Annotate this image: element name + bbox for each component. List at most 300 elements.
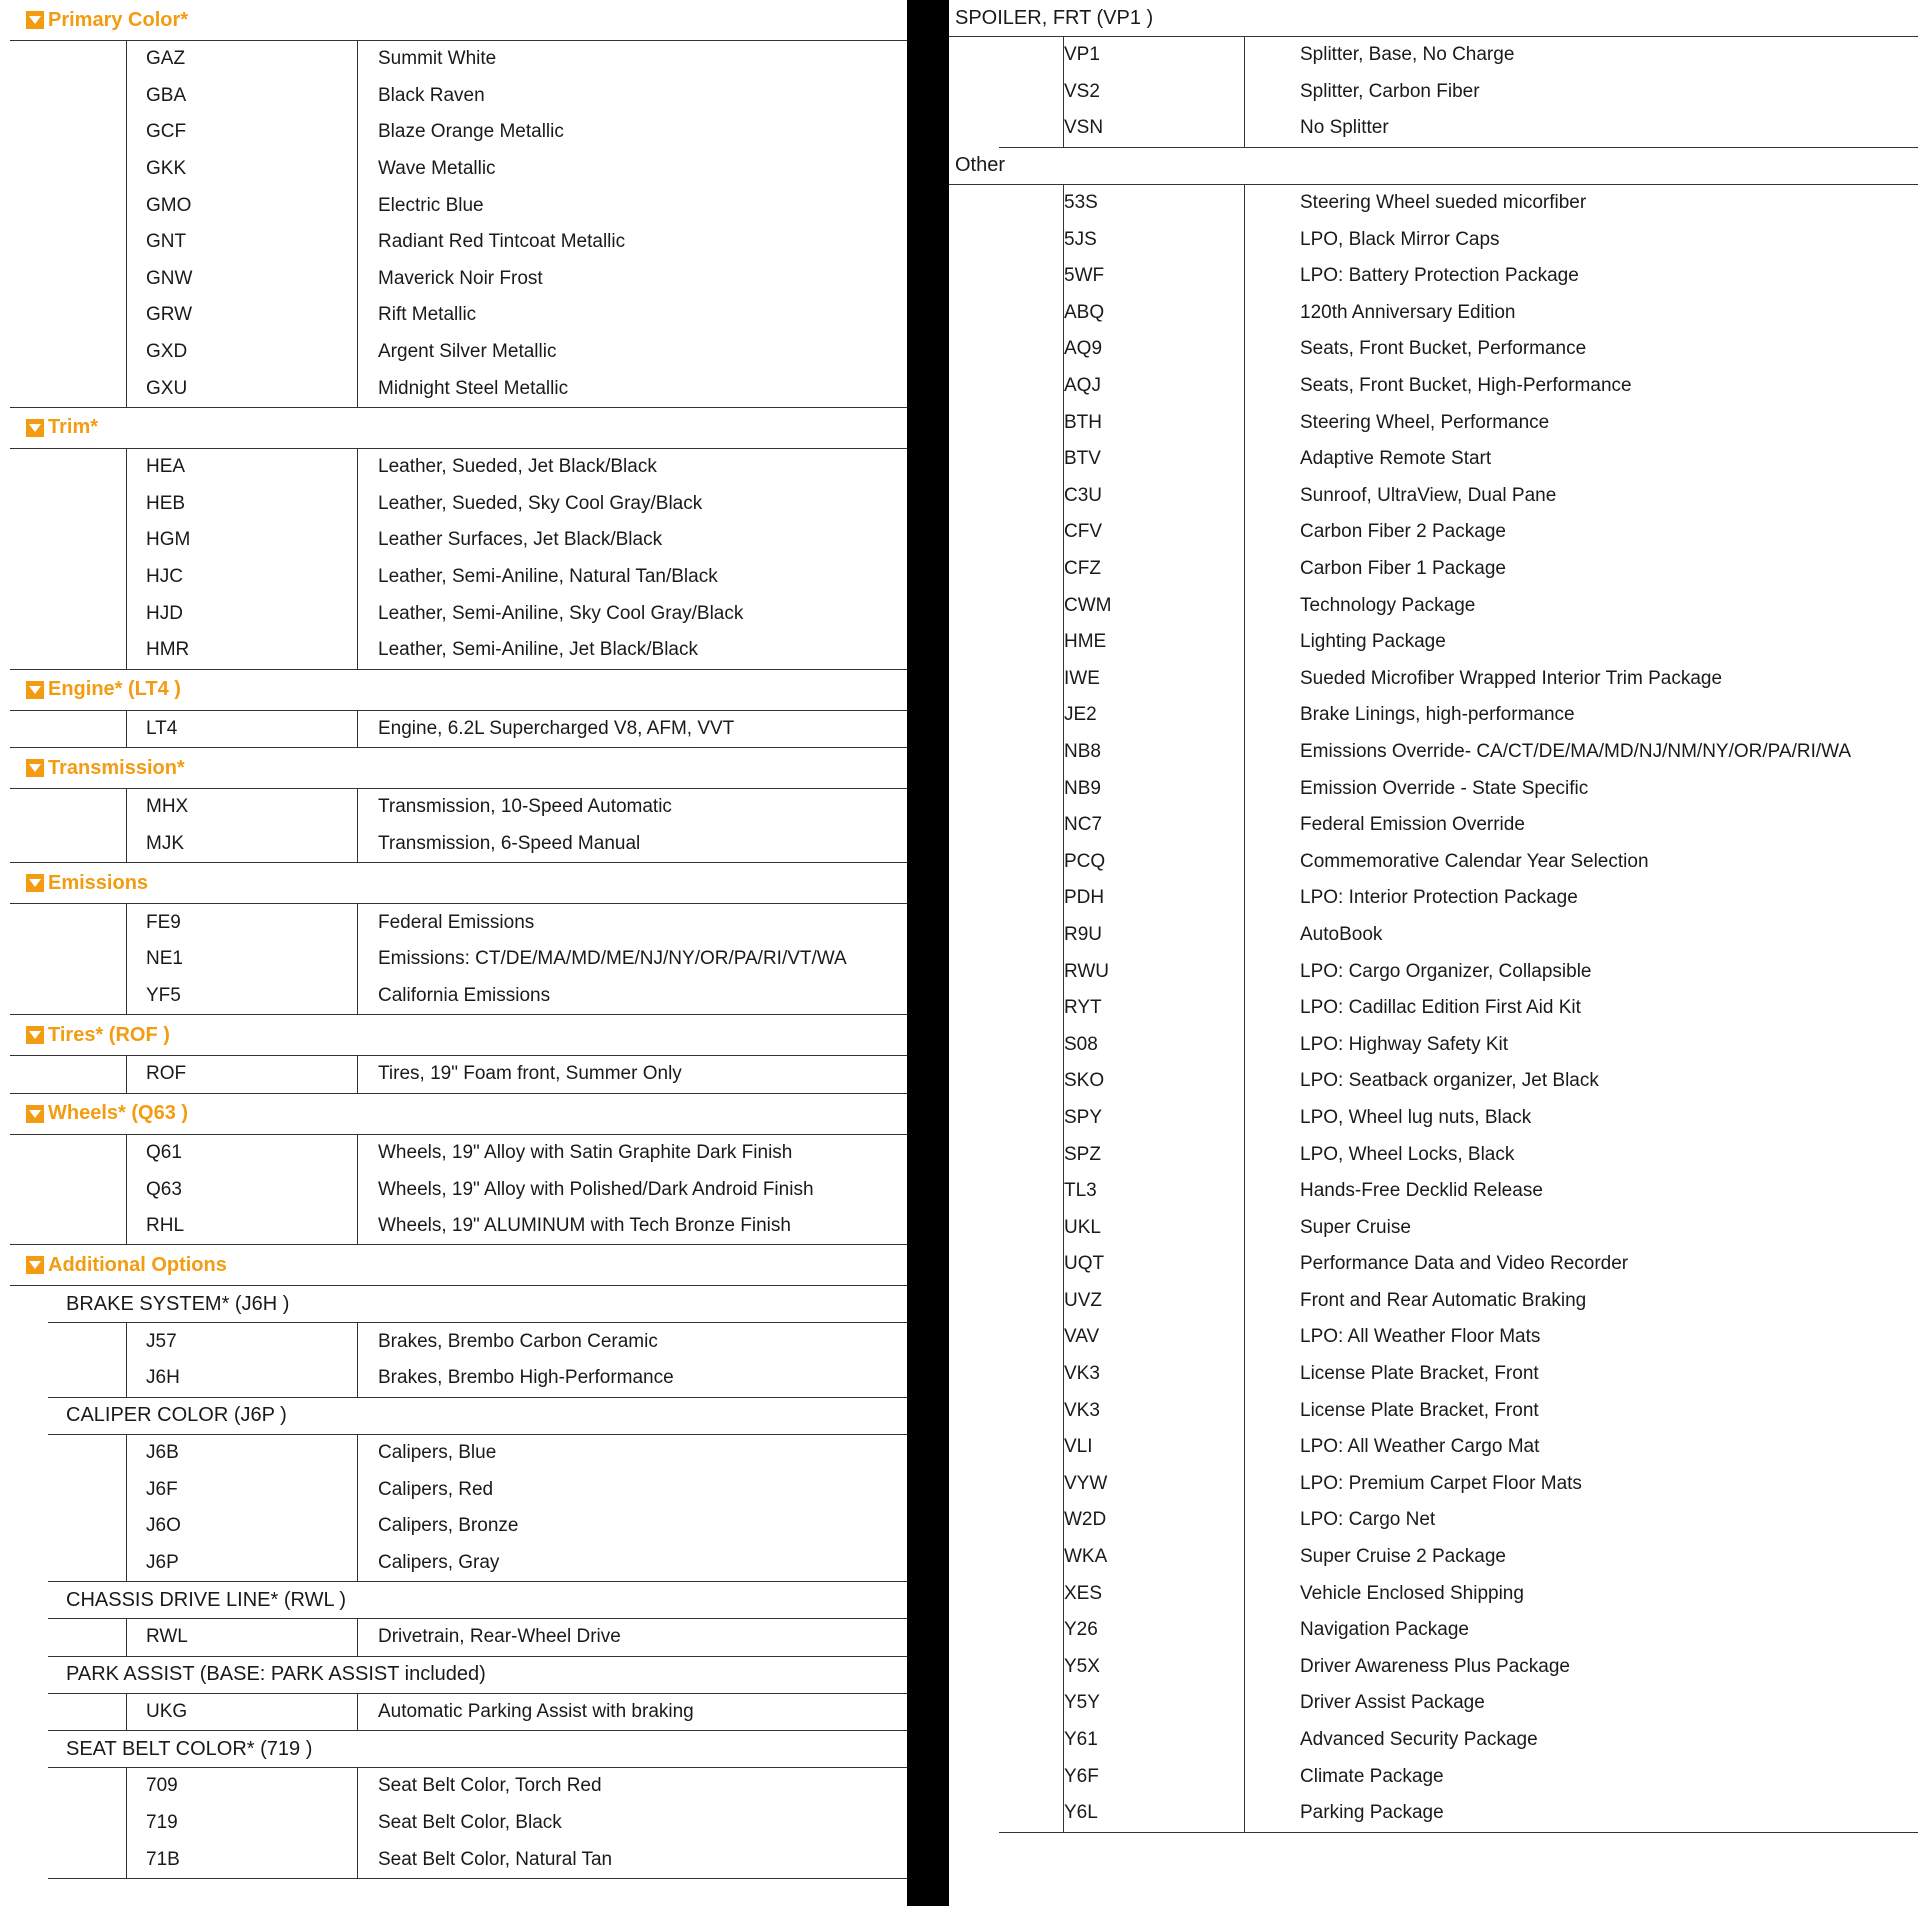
option-code: VYW [1064,1472,1108,1494]
option-code: GNT [146,231,187,253]
option-table [999,37,1918,148]
table-divider [1244,37,1245,147]
table-divider [126,1694,127,1731]
option-code: MHX [146,796,189,818]
option-description: Seat Belt Color, Natural Tan [378,1848,613,1870]
table-divider [357,711,358,748]
option-code: 5JS [1064,228,1097,250]
option-table [48,1768,907,1879]
option-description: LPO: Highway Safety Kit [1300,1033,1509,1055]
option-code: SPZ [1064,1143,1101,1165]
option-row[interactable] [999,990,1918,1027]
option-table [48,1619,907,1657]
option-code: ABQ [1064,301,1105,323]
option-code: Y6L [1064,1802,1098,1824]
header-title: SPOILER, FRT (VP1 ) [955,6,1154,29]
option-row[interactable] [10,632,907,669]
option-code: AQJ [1064,375,1101,397]
section-header-emissions[interactable] [10,863,907,904]
expand-triangle-icon[interactable] [26,11,44,29]
option-code: JE2 [1064,704,1097,726]
header-title: Primary Color* [48,8,189,31]
option-row[interactable] [10,1135,907,1172]
option-code: Y26 [1064,1619,1098,1641]
table-divider [126,789,127,862]
option-row[interactable] [999,37,1918,74]
option-row[interactable] [999,514,1918,551]
option-description: Calipers, Gray [378,1551,500,1573]
option-row[interactable] [48,1435,907,1472]
option-description: Climate Package [1300,1765,1444,1787]
option-description: LPO: Battery Protection Package [1300,265,1579,287]
option-row[interactable] [10,941,907,978]
table-divider [126,1135,127,1245]
table-divider [126,1323,127,1396]
option-description: Wheels, 19" ALUMINUM with Tech Bronze Finish [378,1215,791,1237]
option-code: GXD [146,341,188,363]
table-divider [357,1619,358,1656]
option-code: J6B [146,1441,179,1463]
expand-triangle-icon[interactable] [26,681,44,699]
option-code: UKG [146,1700,188,1722]
option-code: GNW [146,267,193,289]
option-description: Vehicle Enclosed Shipping [1300,1582,1524,1604]
option-row[interactable] [10,826,907,863]
option-description: Commemorative Calendar Year Selection [1300,850,1649,872]
option-row[interactable] [10,449,907,486]
option-row[interactable] [999,221,1918,258]
option-table [48,1435,907,1582]
option-description: Seat Belt Color, Torch Red [378,1775,602,1797]
option-description: Navigation Package [1300,1619,1469,1641]
header-title: Emissions [48,871,149,894]
option-row[interactable] [999,110,1918,147]
option-row[interactable] [999,1356,1918,1393]
option-code: 5WF [1064,265,1105,287]
option-code: GXU [146,377,188,399]
option-code: GMO [146,194,192,216]
option-description: No Splitter [1300,117,1389,139]
option-code: VK3 [1064,1363,1100,1385]
option-code: J6O [146,1515,181,1537]
option-table [10,41,907,408]
option-description: Emission Override - State Specific [1300,777,1589,799]
option-row[interactable] [48,1323,907,1360]
option-description: Midnight Steel Metallic [378,377,569,399]
option-description: LPO: All Weather Floor Mats [1300,1326,1541,1348]
option-row[interactable] [999,1246,1918,1283]
option-row[interactable] [999,1612,1918,1649]
option-row[interactable] [10,114,907,151]
expand-triangle-icon[interactable] [26,1026,44,1044]
option-row[interactable] [10,224,907,261]
option-row[interactable] [999,1795,1918,1832]
option-row[interactable] [999,1209,1918,1246]
table-divider [126,449,127,669]
option-table [10,449,907,670]
option-code: HJC [146,566,183,588]
option-description: LPO: Premium Carpet Floor Mats [1300,1472,1582,1494]
section-header-additional-options[interactable] [10,1245,907,1286]
option-row[interactable] [48,1694,907,1731]
option-description: LPO: All Weather Cargo Mat [1300,1436,1540,1458]
option-description: Sueded Microfiber Wrapped Interior Trim Package [1300,667,1723,689]
option-description: License Plate Bracket, Front [1300,1399,1539,1421]
option-code: VK3 [1064,1399,1100,1421]
option-description: Brake Linings, high-performance [1300,704,1575,726]
option-description: LPO, Wheel Locks, Black [1300,1143,1515,1165]
header-title: BRAKE SYSTEM* (J6H ) [66,1292,290,1315]
table-divider [1244,185,1245,1832]
option-description: Driver Awareness Plus Package [1300,1655,1570,1677]
section-header-trim[interactable] [10,408,907,449]
option-row[interactable] [999,697,1918,734]
section-header-wheels-q63[interactable] [10,1094,907,1135]
option-row[interactable] [999,1758,1918,1795]
option-row[interactable] [48,1360,907,1397]
option-description: Rift Metallic [378,304,477,326]
header-title: Transmission* [48,756,185,779]
option-description: AutoBook [1300,923,1383,945]
option-row[interactable] [999,1466,1918,1503]
option-code: PCQ [1064,850,1106,872]
option-description: Carbon Fiber 2 Package [1300,521,1506,543]
option-row[interactable] [48,1768,907,1805]
option-description: Federal Emission Override [1300,814,1525,836]
option-code: SKO [1064,1070,1105,1092]
expand-triangle-icon[interactable] [26,759,44,777]
option-table [999,185,1918,1833]
option-code: PDH [1064,887,1105,909]
option-description: Emissions Override- CA/CT/DE/MA/MD/NJ/NM/NY/OR/PA/RI/WA [1300,740,1852,762]
option-description: Tires, 19" Foam front, Summer Only [378,1063,682,1085]
subsection-header-chassis-drive-line-rwl [48,1582,907,1619]
table-divider [126,904,127,1014]
option-row[interactable] [10,78,907,115]
option-code: NB8 [1064,740,1101,762]
option-row[interactable] [999,74,1918,111]
option-code: HEB [146,492,186,514]
option-code: Y5X [1064,1655,1100,1677]
option-description: Leather, Semi-Aniline, Sky Cool Gray/Black [378,602,744,624]
option-code: J6P [146,1551,179,1573]
header-title: Trim* [48,416,99,439]
option-code: ROF [146,1063,187,1085]
option-description: Radiant Red Tintcoat Metallic [378,231,626,253]
option-description: Drivetrain, Rear-Wheel Drive [378,1626,621,1648]
option-description: Leather, Semi-Aniline, Jet Black/Black [378,639,698,661]
option-description: 120th Anniversary Edition [1300,301,1516,323]
option-code: NE1 [146,948,183,970]
option-code: SPY [1064,1106,1103,1128]
option-code: 709 [146,1775,178,1797]
option-description: Advanced Security Package [1300,1729,1538,1751]
option-description: Carbon Fiber 1 Package [1300,558,1506,580]
option-code: UQT [1064,1253,1105,1275]
option-table [10,711,907,749]
expand-triangle-icon[interactable] [26,874,44,892]
option-code: FE9 [146,911,181,933]
option-row[interactable] [999,1392,1918,1429]
option-description: Emissions: CT/DE/MA/MD/ME/NJ/NY/OR/PA/RI/VT/WA [378,948,847,970]
option-row[interactable] [999,441,1918,478]
table-divider [357,904,358,1014]
option-code: VLI [1064,1436,1093,1458]
option-row[interactable] [999,185,1918,222]
option-code: VS2 [1064,80,1100,102]
option-row[interactable] [999,1502,1918,1539]
option-row[interactable] [10,486,907,523]
option-description: Blaze Orange Metallic [378,121,564,143]
option-description: LPO: Cadillac Edition First Aid Kit [1300,997,1581,1019]
option-row[interactable] [999,1283,1918,1320]
table-divider [1063,37,1064,147]
option-table [10,904,907,1015]
table-divider [126,1619,127,1656]
option-code: UVZ [1064,1289,1102,1311]
option-code: CFV [1064,521,1102,543]
option-code: Q63 [146,1178,182,1200]
option-description: Brakes, Brembo High-Performance [378,1367,674,1389]
option-row[interactable] [48,1619,907,1656]
option-table [48,1323,907,1397]
header-title: CALIPER COLOR (J6P ) [66,1404,287,1427]
option-row[interactable] [999,1722,1918,1759]
option-description: Calipers, Red [378,1478,494,1500]
option-row[interactable] [48,1544,907,1581]
option-row[interactable] [999,953,1918,990]
option-code: Y5Y [1064,1692,1100,1714]
option-row[interactable] [999,734,1918,771]
option-row[interactable] [999,295,1918,332]
section-header-engine-lt4[interactable] [10,670,907,711]
option-description: Brakes, Brembo Carbon Ceramic [378,1330,658,1352]
option-row[interactable] [999,624,1918,661]
table-divider [357,1323,358,1396]
subsection-header-spoiler-frt-vp1 [949,0,1918,37]
option-code: MJK [146,832,184,854]
section-header-primary-color[interactable] [10,0,907,41]
option-row[interactable] [999,331,1918,368]
section-header-tires-rof[interactable] [10,1015,907,1056]
subsection-header-other [949,148,1918,185]
option-description: Leather, Sueded, Sky Cool Gray/Black [378,492,703,514]
expand-triangle-icon[interactable] [26,419,44,437]
option-row[interactable] [999,258,1918,295]
option-description: Driver Assist Package [1300,1692,1485,1714]
option-row[interactable] [999,1319,1918,1356]
table-divider [126,1435,127,1581]
subsection-header-caliper-color-j6p [48,1398,907,1435]
expand-triangle-icon[interactable] [26,1105,44,1123]
option-description: California Emissions [378,984,551,1006]
option-code: 53S [1064,192,1098,214]
option-description: Calipers, Bronze [378,1515,519,1537]
option-description: Splitter, Carbon Fiber [1300,80,1480,102]
option-description: Engine, 6.2L Supercharged V8, AFM, VVT [378,717,735,739]
option-description: Adaptive Remote Start [1300,448,1492,470]
table-divider [126,1056,127,1093]
option-row[interactable] [10,595,907,632]
table-divider [357,1435,358,1581]
option-code: VP1 [1064,44,1100,66]
option-code: TL3 [1064,1180,1097,1202]
table-divider [126,41,127,407]
option-description: License Plate Bracket, Front [1300,1363,1539,1385]
option-row[interactable] [999,880,1918,917]
option-description: Seats, Front Bucket, High-Performance [1300,375,1632,397]
header-title: SEAT BELT COLOR* (719 ) [66,1737,313,1760]
header-title: PARK ASSIST (BASE: PARK ASSIST included) [66,1663,486,1686]
option-row[interactable] [10,334,907,371]
option-code: J6F [146,1478,178,1500]
option-description: Steering Wheel sueded micorfiber [1300,192,1587,214]
table-divider [357,789,358,862]
option-code: VAV [1064,1326,1100,1348]
option-row[interactable] [999,1429,1918,1466]
option-row[interactable] [10,370,907,407]
option-row[interactable] [10,904,907,941]
table-divider [357,449,358,669]
option-code: R9U [1064,923,1103,945]
option-code: HMR [146,639,190,661]
option-description: Transmission, 10-Speed Automatic [378,796,672,818]
option-code: AQ9 [1064,338,1103,360]
option-row[interactable] [10,1171,907,1208]
table-divider [126,711,127,748]
expand-triangle-icon[interactable] [26,1256,44,1274]
option-code: GAZ [146,48,186,70]
option-row[interactable] [999,770,1918,807]
option-code: HME [1064,631,1107,653]
option-row[interactable] [999,1649,1918,1686]
option-row[interactable] [10,1056,907,1093]
option-row[interactable] [999,1685,1918,1722]
header-title: Engine* (LT4 ) [48,678,181,700]
option-code: WKA [1064,1546,1108,1568]
option-code: HEA [146,456,186,478]
option-table [10,789,907,863]
option-description: LPO: Seatback organizer, Jet Black [1300,1070,1599,1092]
section-header-transmission[interactable] [10,748,907,789]
header-title: Tires* (ROF ) [48,1023,170,1046]
table-divider [1063,185,1064,1832]
option-code: GRW [146,304,193,326]
option-description: Sunroof, UltraView, Dual Pane [1300,484,1557,506]
option-row[interactable] [10,41,907,78]
option-row[interactable] [999,807,1918,844]
option-row[interactable] [10,559,907,596]
option-code: RWU [1064,960,1110,982]
column-divider [907,0,949,1906]
option-row[interactable] [999,478,1918,515]
option-row[interactable] [999,1026,1918,1063]
option-description: Technology Package [1300,594,1476,616]
option-description: Front and Rear Automatic Braking [1300,1289,1587,1311]
table-divider [357,1694,358,1731]
option-row[interactable] [48,1805,907,1842]
option-description: Black Raven [378,84,485,106]
subsection-header-seat-belt-color-719 [48,1731,907,1768]
option-description: LPO: Cargo Net [1300,1509,1436,1531]
option-code: IWE [1064,667,1100,689]
option-code: Y6F [1064,1765,1099,1787]
option-row[interactable] [48,1841,907,1878]
option-row[interactable] [999,1063,1918,1100]
option-code: RYT [1064,997,1102,1019]
option-row[interactable] [48,1508,907,1545]
option-code: GCF [146,121,187,143]
option-row[interactable] [10,151,907,188]
option-row[interactable] [10,522,907,559]
option-row[interactable] [999,551,1918,588]
option-row[interactable] [10,789,907,826]
option-code: XES [1064,1582,1103,1604]
option-description: LPO, Black Mirror Caps [1300,228,1500,250]
left-column [0,0,907,1879]
option-table [48,1694,907,1732]
table-divider [126,1768,127,1878]
option-row[interactable] [999,368,1918,405]
option-row[interactable] [10,977,907,1014]
option-row[interactable] [999,1575,1918,1612]
option-table [10,1056,907,1094]
header-title: Wheels* (Q63 ) [48,1102,189,1125]
option-row[interactable] [48,1471,907,1508]
option-description: Leather Surfaces, Jet Black/Black [378,529,663,551]
option-code: J57 [146,1330,177,1352]
option-code: C3U [1064,484,1103,506]
option-description: Wheels, 19" Alloy with Polished/Dark Android Finish [378,1178,814,1200]
table-divider [357,41,358,407]
option-description: Seat Belt Color, Black [378,1812,562,1834]
option-description: LPO: Cargo Organizer, Collapsible [1300,960,1592,982]
option-code: CWM [1064,594,1112,616]
option-code: NC7 [1064,814,1103,836]
option-code: UKL [1064,1216,1101,1238]
option-description: Wave Metallic [378,158,496,180]
option-row[interactable] [999,843,1918,880]
option-row[interactable] [10,1208,907,1245]
option-description: Leather, Sueded, Jet Black/Black [378,456,657,478]
option-row[interactable] [999,1539,1918,1576]
option-row[interactable] [999,917,1918,954]
option-row[interactable] [999,661,1918,698]
option-description: LPO, Wheel lug nuts, Black [1300,1106,1532,1128]
option-description: Electric Blue [378,194,484,216]
option-row[interactable] [10,297,907,334]
option-table [10,1135,907,1246]
option-row[interactable] [999,1100,1918,1137]
option-code: HJD [146,602,183,624]
option-code: S08 [1064,1033,1098,1055]
option-code: Q61 [146,1141,182,1163]
option-row[interactable] [10,711,907,748]
option-description: Lighting Package [1300,631,1446,653]
option-description: Maverick Noir Frost [378,267,543,289]
option-row[interactable] [10,261,907,298]
option-code: HGM [146,529,191,551]
option-row[interactable] [999,1173,1918,1210]
option-row[interactable] [999,404,1918,441]
option-code: RHL [146,1215,185,1237]
table-divider [357,1135,358,1245]
option-row[interactable] [999,1136,1918,1173]
option-row[interactable] [999,587,1918,624]
option-row[interactable] [10,187,907,224]
option-description: Splitter, Base, No Charge [1300,44,1515,66]
option-description: Parking Package [1300,1802,1444,1824]
